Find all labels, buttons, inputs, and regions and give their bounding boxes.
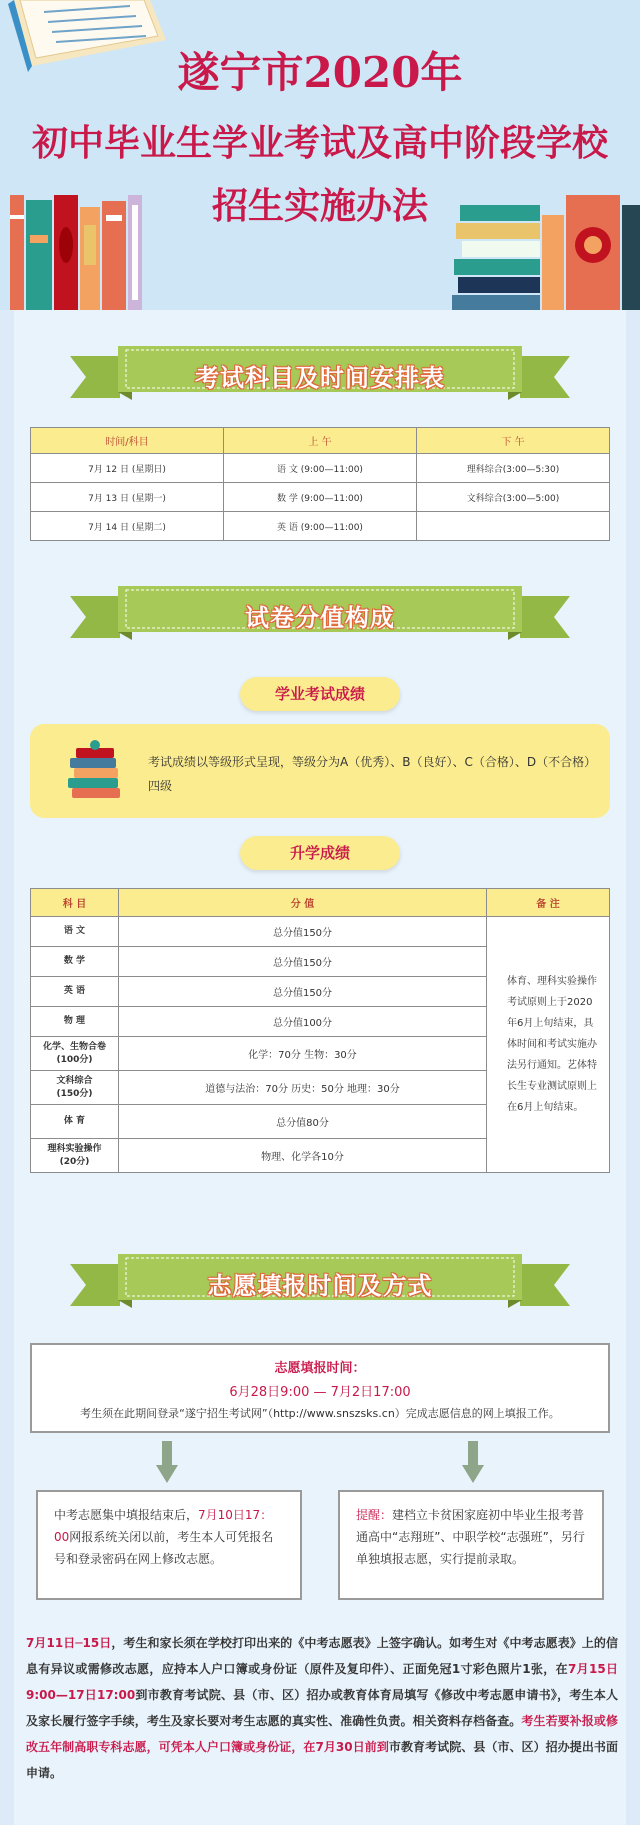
books-right-illustration [450,195,640,310]
value-cell: 道德与法治：70分 历史：50分 地理：30分 [119,1071,487,1105]
modify-application-box [36,1490,302,1600]
bottom-notice [26,1630,618,1786]
banner-application [70,1248,570,1312]
table-cell: 7月 13 日 (星期一) [31,483,224,512]
subject-cell: 化学、生物合卷 (100分) [31,1037,119,1071]
application-time-box [30,1343,610,1433]
score-table [30,888,610,1173]
reminder-label: 提醒： [356,1508,393,1522]
value-cell: 总分值150分 [119,947,487,977]
time-description: 考生须在此期间登录“遂宁招生考试网”（http://www.snszsks.cn）完成志愿信息的网上填报工作。 [80,1407,560,1420]
value-cell: 物理、化学各10分 [119,1139,487,1173]
grade-info-box [30,724,610,818]
banner-title: 考试科目及时间安排表 [195,364,445,392]
modify-text-b: 网报系统关闭以前，考生本人可凭报名号和登录密码在网上修改志愿。 [54,1530,274,1566]
table-header-cell: 科 目 [31,889,119,917]
table-row [31,483,610,512]
subject-cell: 文科综合 (150分) [31,1071,119,1105]
table-header-cell: 时间/科目 [31,428,224,454]
modify-text-a: 中考志愿集中填报结束后， [54,1508,199,1522]
notice-date-1: 7月11日─15日 [26,1636,112,1650]
title-line-3: 招生实施办法 [211,185,428,227]
value-cell: 总分值80分 [119,1105,487,1139]
banner-exam-schedule [70,340,570,404]
notice-text-1: ，考生和家长须在学校打印出来的《中考志愿表》上签字确认。如考生对《中考志愿表》上的信息有异议或需修改志愿，应持本人户口簿或身份证（原件及复印件）、正面免冠1寸彩色照片1张，在 [26,1636,618,1676]
subject-cell: 物 理 [31,1007,119,1037]
table-header-row [31,889,610,917]
table-cell: 数 学 (9:00—11:00) [224,483,417,512]
notice-text-3: 考生若要补报或修改五年制高职专科志愿，可凭本人户口簿或身份证，在7月30日前到 [26,1714,618,1754]
exam-schedule-table [30,427,610,541]
subject-cell: 英 语 [31,977,119,1007]
value-cell: 总分值150分 [119,977,487,1007]
notice-date-2: 7月15日9:00—17日17:00 [26,1662,619,1702]
value-cell: 总分值150分 [119,917,487,947]
note-cell: 体育、理科实验操作考试原则上于2020年6月上旬结束，具体时间和考试实施办法另行通知。艺体特长生专业测试原则上在6月上旬结束。 [487,917,610,1173]
reminder-text: 建档立卡贫困家庭初中毕业生报考普通高中“志翔班”、中职学校“志强班”，另行单独填报志愿，实行提前录取。 [356,1508,585,1566]
banner-score-composition [70,580,570,644]
table-header-cell: 上 午 [224,428,417,454]
table-cell: 7月 12 日 (星期日) [31,454,224,483]
subject-cell: 数 学 [31,947,119,977]
stacked-books-icon [62,738,128,804]
banner-title: 志愿填报时间及方式 [207,1272,433,1300]
down-arrow-icon [156,1441,178,1483]
title-line-1: 遂宁市2020年 [177,48,463,97]
notice-text-4: 市教育考试院、县（市、区）招办提出书面申请。 [26,1740,618,1780]
subject-cell: 理科实验操作 (20分) [31,1139,119,1173]
down-arrow-icon [462,1441,484,1483]
table-header-cell: 备 注 [487,889,610,917]
table-cell: 英 语 (9:00—11:00) [224,512,417,541]
modify-deadline: 7月10日17：00 [54,1508,273,1544]
table-header-row [31,428,610,454]
header [0,0,640,310]
table-header-cell: 分 值 [119,889,487,917]
table-row [31,512,610,541]
value-cell: 总分值100分 [119,1007,487,1037]
table-cell: 理科综合(3:00—5:30) [417,454,610,483]
time-title: 志愿填报时间： [274,1361,366,1376]
title-line-2: 初中毕业生学业考试及高中阶段学校 [31,122,608,164]
banner-title: 试卷分值构成 [245,604,395,632]
table-row [31,917,610,947]
value-cell: 化学：70分 生物：30分 [119,1037,487,1071]
time-range: 6月28日9:00 — 7月2日17:00 [229,1385,411,1400]
table-cell: 文科综合(3:00—5:00) [417,483,610,512]
table-header-cell: 下 午 [417,428,610,454]
table-row [31,454,610,483]
notice-text-2: 到市教育考试院、县（市、区）招办或教育体育局填写《修改中考志愿申请书》，考生本人及家长履行签字手续，考生及家长要对考生志愿的真实性、准确性负责。相关资料存档备查。 [26,1688,618,1728]
academic-score-pill: 学业考试成绩 [240,677,400,711]
reminder-box [338,1490,604,1600]
books-left-illustration [0,195,160,310]
grade-description: 考试成绩以等级形式呈现，等级分为A（优秀）、B（良好）、C（合格）、D（不合格）四级 [148,755,591,793]
promotion-score-pill: 升学成绩 [240,836,400,870]
subject-cell: 语 文 [31,917,119,947]
table-cell: 7月 14 日 (星期二) [31,512,224,541]
table-cell [417,512,610,541]
table-cell: 语 文 (9:00—11:00) [224,454,417,483]
subject-cell: 体 育 [31,1105,119,1139]
